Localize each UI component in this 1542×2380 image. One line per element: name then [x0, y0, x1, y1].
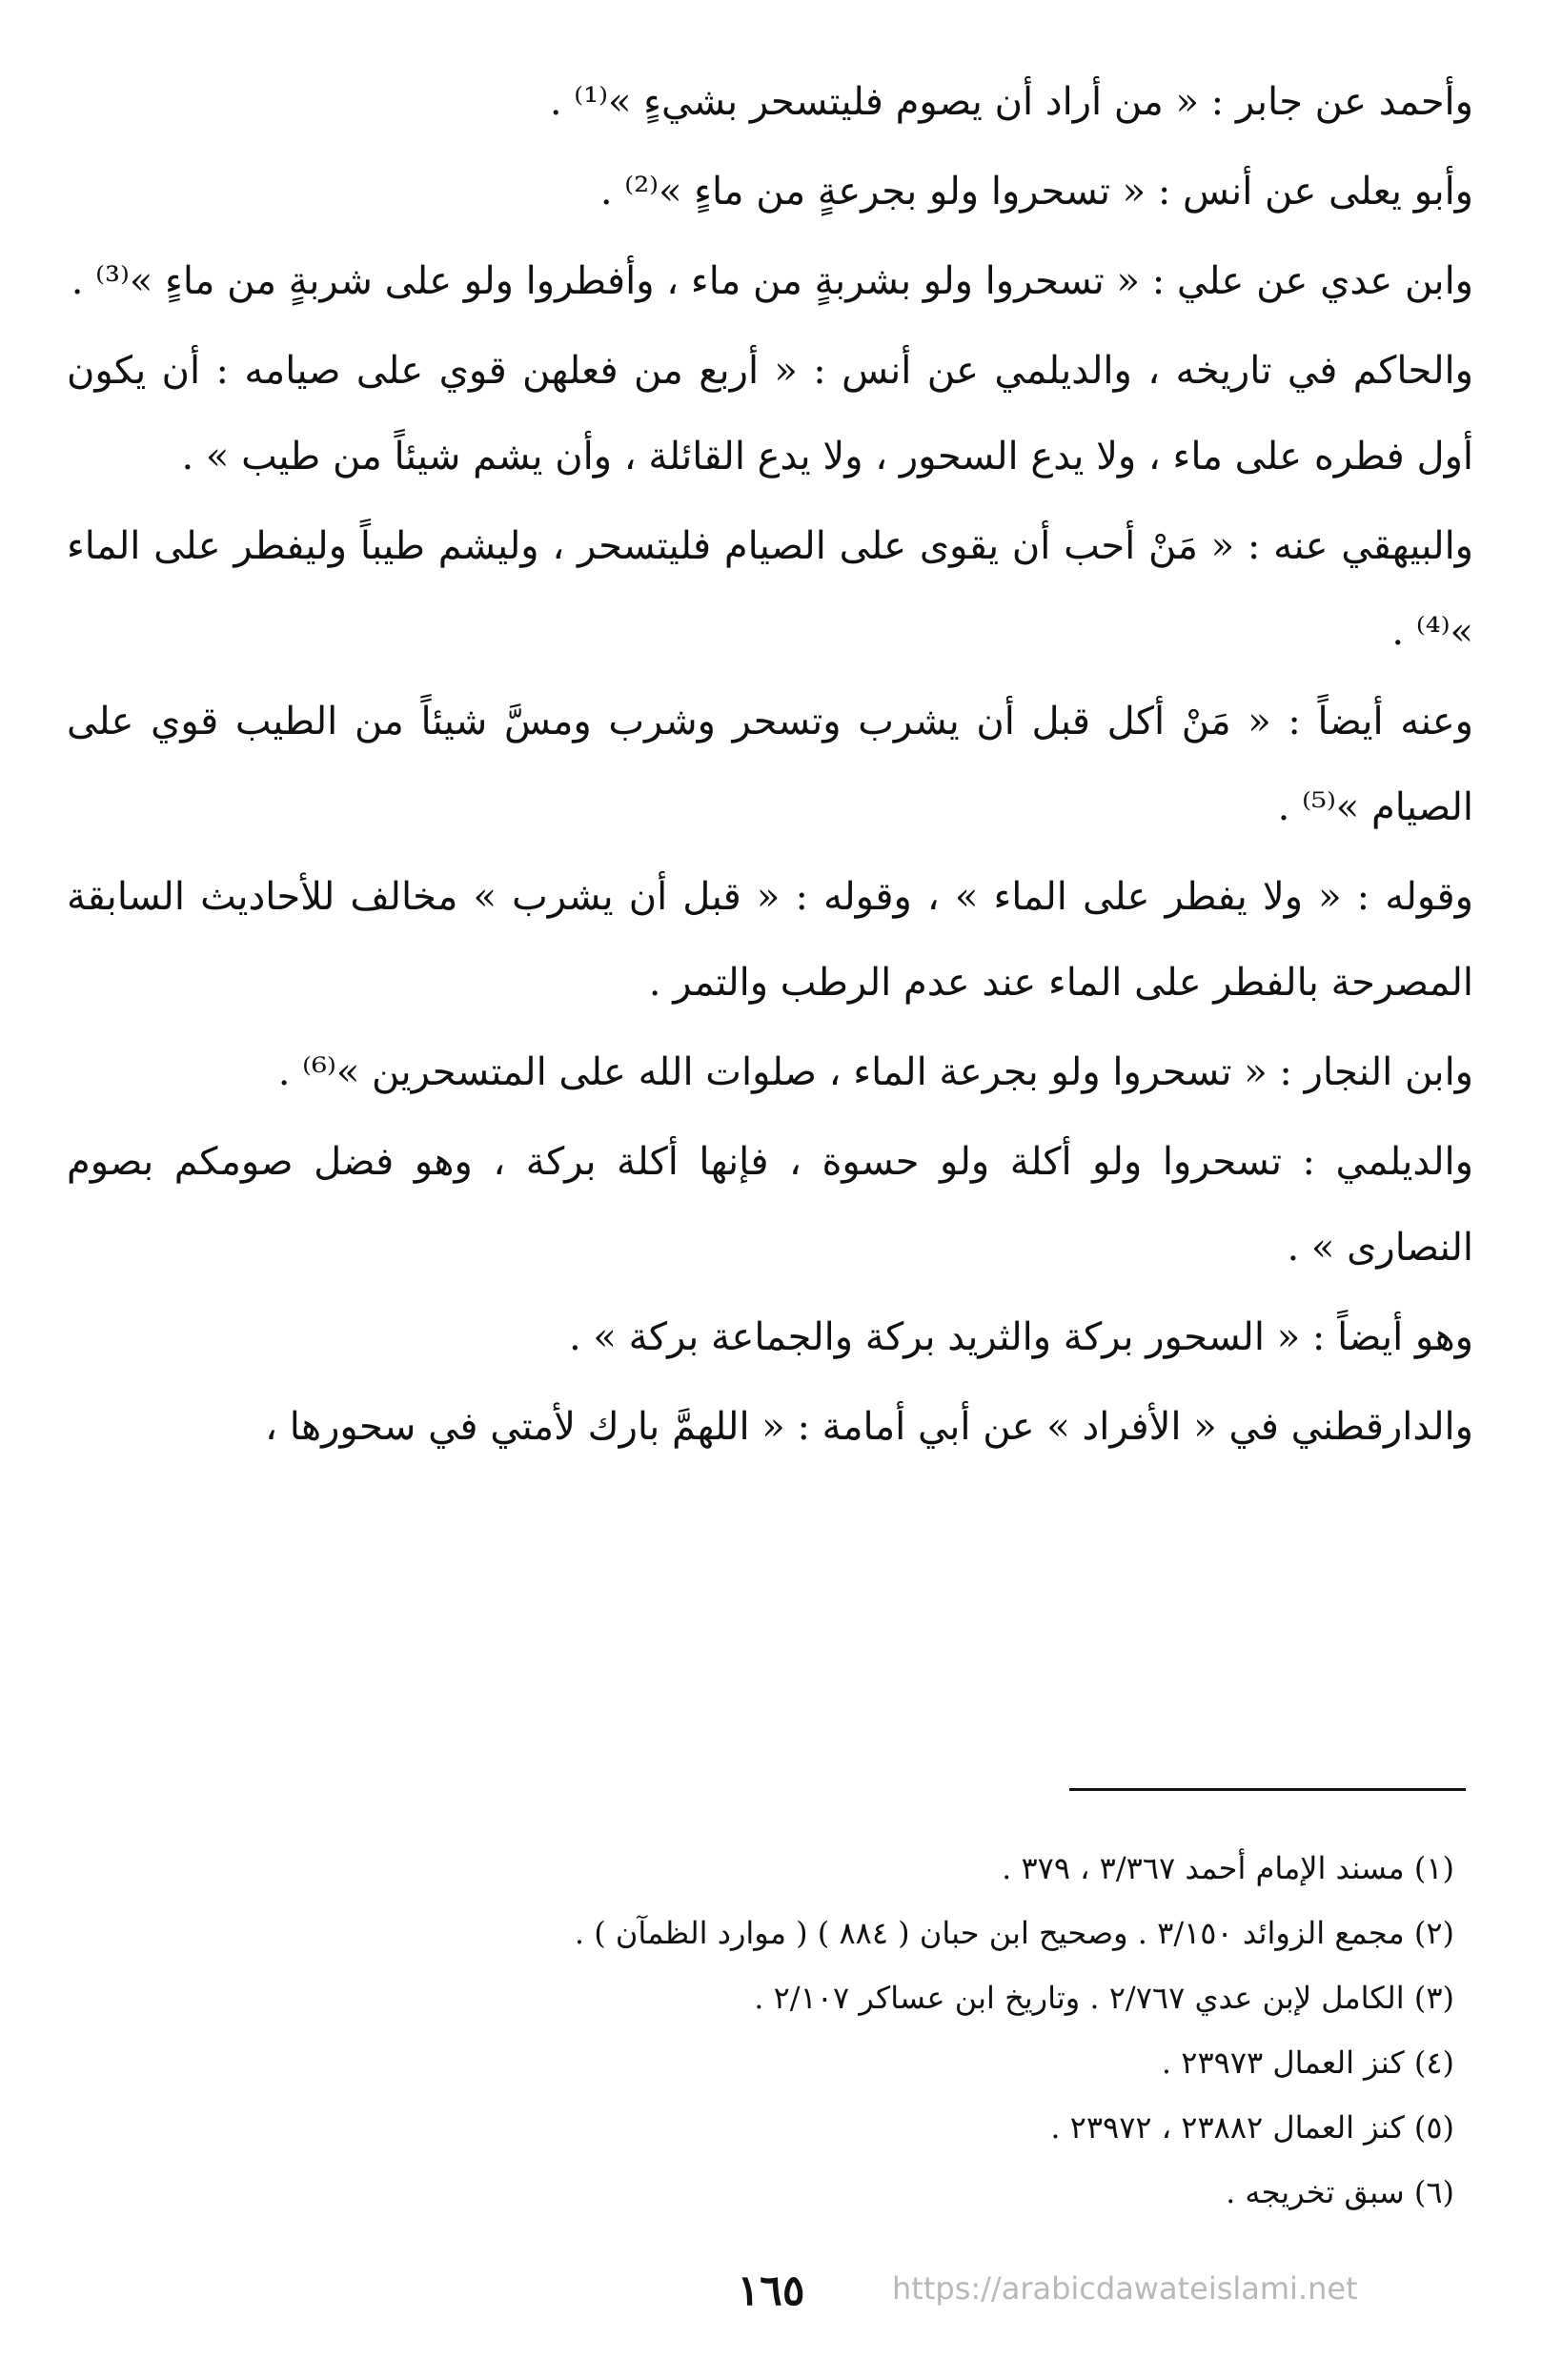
watermark-url: https://arabicdawateislami.net — [892, 2270, 1358, 2307]
footnote-3: (٣) الكامل لإبن عدي ٢/٧٦٧ . وتاريخ ابن عساكر ٢/١٠٧ . — [754, 1980, 1454, 2016]
paragraph-daylami: والديلمي : تسحروا ولو أكلة ولو حسوة ، فإنها أكلة بركة ، وهو فضل صومكم بصوم النصارى » . — [67, 1140, 1473, 1270]
footnote-5: (٥) كنز العمال ٢٣٨٨٢ ، ٢٣٩٧٢ . — [1050, 2109, 1454, 2146]
footnotes — [120, 1836, 1454, 2225]
paragraph-bayhaqi: والبيهقي عنه : « مَنْ أحب أن يقوى على الصيام فليتسحر ، وليشم طيباً وليفطر على الماء »⁽⁴⁾ . — [67, 524, 1473, 654]
main-text — [67, 59, 1473, 1474]
paragraph-wa-huwa-aydan: وهو أيضاً : « السحور بركة والثريد بركة والجماعة بركة » . — [568, 1315, 1473, 1359]
footnote-6: (٦) سبق تخريجه . — [1226, 2174, 1454, 2210]
paragraph-abu-yala-anas: وأبو يعلى عن أنس : « تسحروا ولو بجرعةٍ من ماءٍ »⁽²⁾ . — [599, 170, 1473, 214]
paragraph-daraqutni: والدارقطني في « الأفراد » عن أبي أمامة : « اللهمَّ بارك لأمتي في سحورها ، — [265, 1405, 1473, 1449]
footnote-2: (٢) مجمع الزوائد ٣/١٥٠ . وصحيح ابن حبان ( ٨٨٤ ) ( موارد الظمآن ) . — [574, 1915, 1454, 1951]
footnote-separator — [1069, 1788, 1466, 1791]
paragraph-ibn-adi-ali: وابن عدي عن علي : « تسحروا ولو بشربةٍ من ماء ، وأفطروا ولو على شربةٍ من ماءٍ »⁽³⁾ . — [71, 259, 1473, 303]
paragraph-commentary: وقوله : « ولا يفطر على الماء » ، وقوله : « قبل أن يشرب » مخالف للأحاديث السابقة المصرحة بالفطر على الماء عند عدم الرطب والتمر . — [67, 875, 1473, 1005]
paragraph-ahmad-jabir: وأحمد عن جابر : « من أراد أن يصوم فليتسحر بشيءٍ »⁽¹⁾ . — [549, 80, 1473, 124]
paragraph-ibn-najjar: وابن النجار : « تسحروا ولو بجرعة الماء ، صلوات الله على المتسحرين »⁽⁶⁾ . — [277, 1050, 1473, 1094]
paragraph-wa-anhu-aydan: وعنه أيضاً : « مَنْ أكل قبل أن يشرب وتسحر وشرب ومسَّ شيئاً من الطيب قوي على الصيام »⁽⁵⁾ . — [67, 700, 1473, 829]
footnote-4: (٤) كنز العمال ٢٣٩٧٣ . — [1161, 2044, 1454, 2081]
page-number: ١٦٥ — [737, 2267, 805, 2315]
footnote-1: (١) مسند الإمام أحمد ٣/٣٦٧ ، ٣٧٩ . — [1002, 1850, 1454, 1886]
paragraph-hakim-daylami: والحاكم في تاريخه ، والديلمي عن أنس : « أربع من فعلهن قوي على صيامه : أن يكون أول فطره على ماء ، ولا يدع السحور ، ولا يدع القائلة ، وأن يشم شيئاً من طيب » . — [67, 349, 1473, 478]
